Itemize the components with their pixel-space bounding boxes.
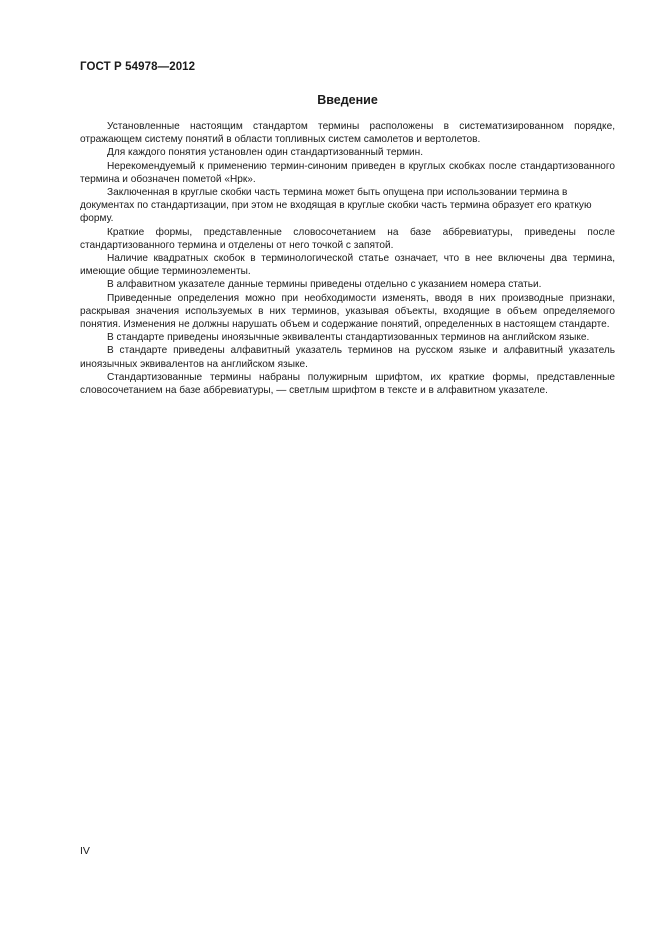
paragraph-term-arrangement: Установленные настоящим стандартом термины расположены в систематизированном порядке, отражающем систему понятий в области топливных систем самолетов и вертолетов. (80, 121, 615, 146)
paragraph-typography: Стандартизованные термины набраны полужирным шрифтом, их краткие формы, представленные словосочетанием на базе аббревиатуры, — светлым шрифтом в тексте и в алфавитном указателе. (80, 371, 615, 397)
paragraph-square-brackets: Наличие квадратных скобок в терминологической статье означает, что в нее включены два термина, имеющие общие терминоэлементы. (80, 253, 615, 278)
paragraph-foreign-equivalents: В стандарте приведены иноязычные эквиваленты стандартизованных терминов на английском языке. (107, 332, 590, 344)
paragraph-synonym: Нерекомендуемый к применению термин-синоним приведен в круглых скобках после стандартизованного термина и обозначен пометой «Нрк». (80, 160, 615, 185)
page-number: IV (80, 845, 90, 857)
introduction-body (80, 120, 615, 397)
document-header-code: ГОСТ Р 54978—2012 (80, 61, 196, 73)
paragraph-alphabetical-index: В алфавитном указателе данные термины приведены отдельно с указанием номера статьи. (107, 279, 542, 291)
paragraph-single-term: Для каждого понятия установлен один стандартизованный термин. (107, 147, 424, 159)
paragraph-short-forms: Краткие формы, представленные словосочетанием на базе аббревиатуры, приведены после стандартизованного термина и отделены от него точкой с запятой. (80, 226, 615, 251)
paragraph-definitions: Приведенные определения можно при необходимости изменять, вводя в них производные признаки, раскрывая значения используемых в них терминов, указывая объекты, входящие в объем определяемого понятия. Изменения не должны нарушать объем и содержание понятий, определенных в настоящем стандарте. (80, 292, 615, 331)
paragraph-parentheses: Заключенная в круглые скобки часть термина может быть опущена при использовании термина в документах по стандартизации, при этом не входящая в круглые скобки часть термина образует его краткую форму. (80, 187, 592, 225)
section-title: Введение (317, 93, 378, 107)
paragraph-indexes: В стандарте приведены алфавитный указатель терминов на русском языке и алфавитный указатель иноязычных эквивалентов на английском языке. (80, 345, 615, 370)
